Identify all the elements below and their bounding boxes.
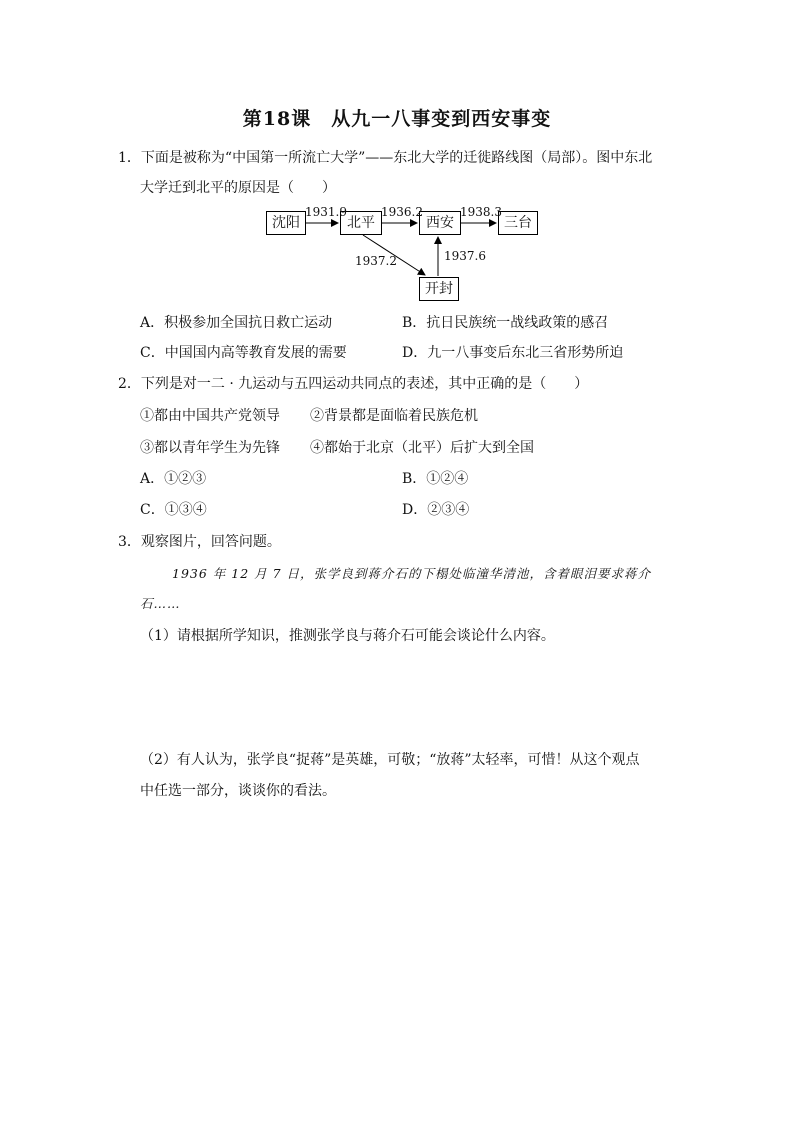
q1-option-b: B．抗日民族统一战线政策的感召	[402, 315, 609, 331]
q2-statement-1: ①都由中国共产党领导	[140, 408, 280, 424]
q1-stem-line2: 大学迁到北平的原因是（ ）	[140, 180, 336, 196]
node-beiping: 北平	[340, 211, 382, 235]
q3-sub2-line2: 中任选一部分，谈谈你的看法。	[140, 783, 336, 799]
q2-statement-3: ③都以青年学生为先锋	[140, 440, 280, 456]
q2-option-c: C．①③④	[140, 502, 207, 518]
q1-option-c: C．中国国内高等教育发展的需要	[140, 345, 347, 361]
q2-stem: 2．下列是对一二 · 九运动与五四运动共同点的表述，其中正确的是（ ）	[118, 376, 589, 392]
node-xian: 西安	[419, 211, 461, 235]
q2-option-b: B．①②④	[402, 471, 469, 487]
q3-quote-line1: 1936 年 12 月 7 日，张学良到蒋介石的下榻处临潼华清池，含着眼泪要求蒋介	[172, 566, 652, 581]
q1-option-d: D．九一八事变后东北三省形势所迫	[402, 345, 624, 361]
edge-label-1938-3: 1938.3	[460, 205, 502, 219]
q3-quote-line2: 石……	[140, 596, 181, 611]
node-shenyang: 沈阳	[266, 211, 306, 235]
q3-sub2-line1: （2）有人认为，张学良“捉蒋”是英雄，可敬；“放蒋”太轻率，可惜！从这个观点	[140, 752, 640, 768]
q1-option-a: A．积极参加全国抗日救亡运动	[140, 315, 333, 331]
q3-stem: 3．观察图片，回答问题。	[118, 534, 281, 550]
edge-label-1937-2: 1937.2	[355, 254, 397, 268]
page-title: 第18课 从九一八事变到西安事变	[242, 108, 552, 130]
q1-stem-line1: 1．下面是被称为“中国第一所流亡大学”——东北大学的迁徙路线图（局部）。图中东北	[118, 150, 653, 166]
edge-label-1931-9: 1931.9	[305, 205, 347, 219]
q2-option-a: A．①②③	[140, 471, 207, 487]
q2-statement-4: ④都始于北京（北平）后扩大到全国	[310, 440, 534, 456]
edge-label-1937-6: 1937.6	[444, 249, 486, 263]
edge-label-1936-2: 1936.2	[381, 205, 423, 219]
q2-option-d: D．②③④	[402, 502, 470, 518]
route-arrows	[0, 0, 794, 320]
q3-sub1: （1）请根据所学知识，推测张学良与蒋介石可能会谈论什么内容。	[140, 628, 555, 644]
node-santai: 三台	[498, 211, 538, 235]
node-kaifeng: 开封	[419, 277, 459, 301]
q2-statement-2: ②背景都是面临着民族危机	[310, 408, 478, 424]
